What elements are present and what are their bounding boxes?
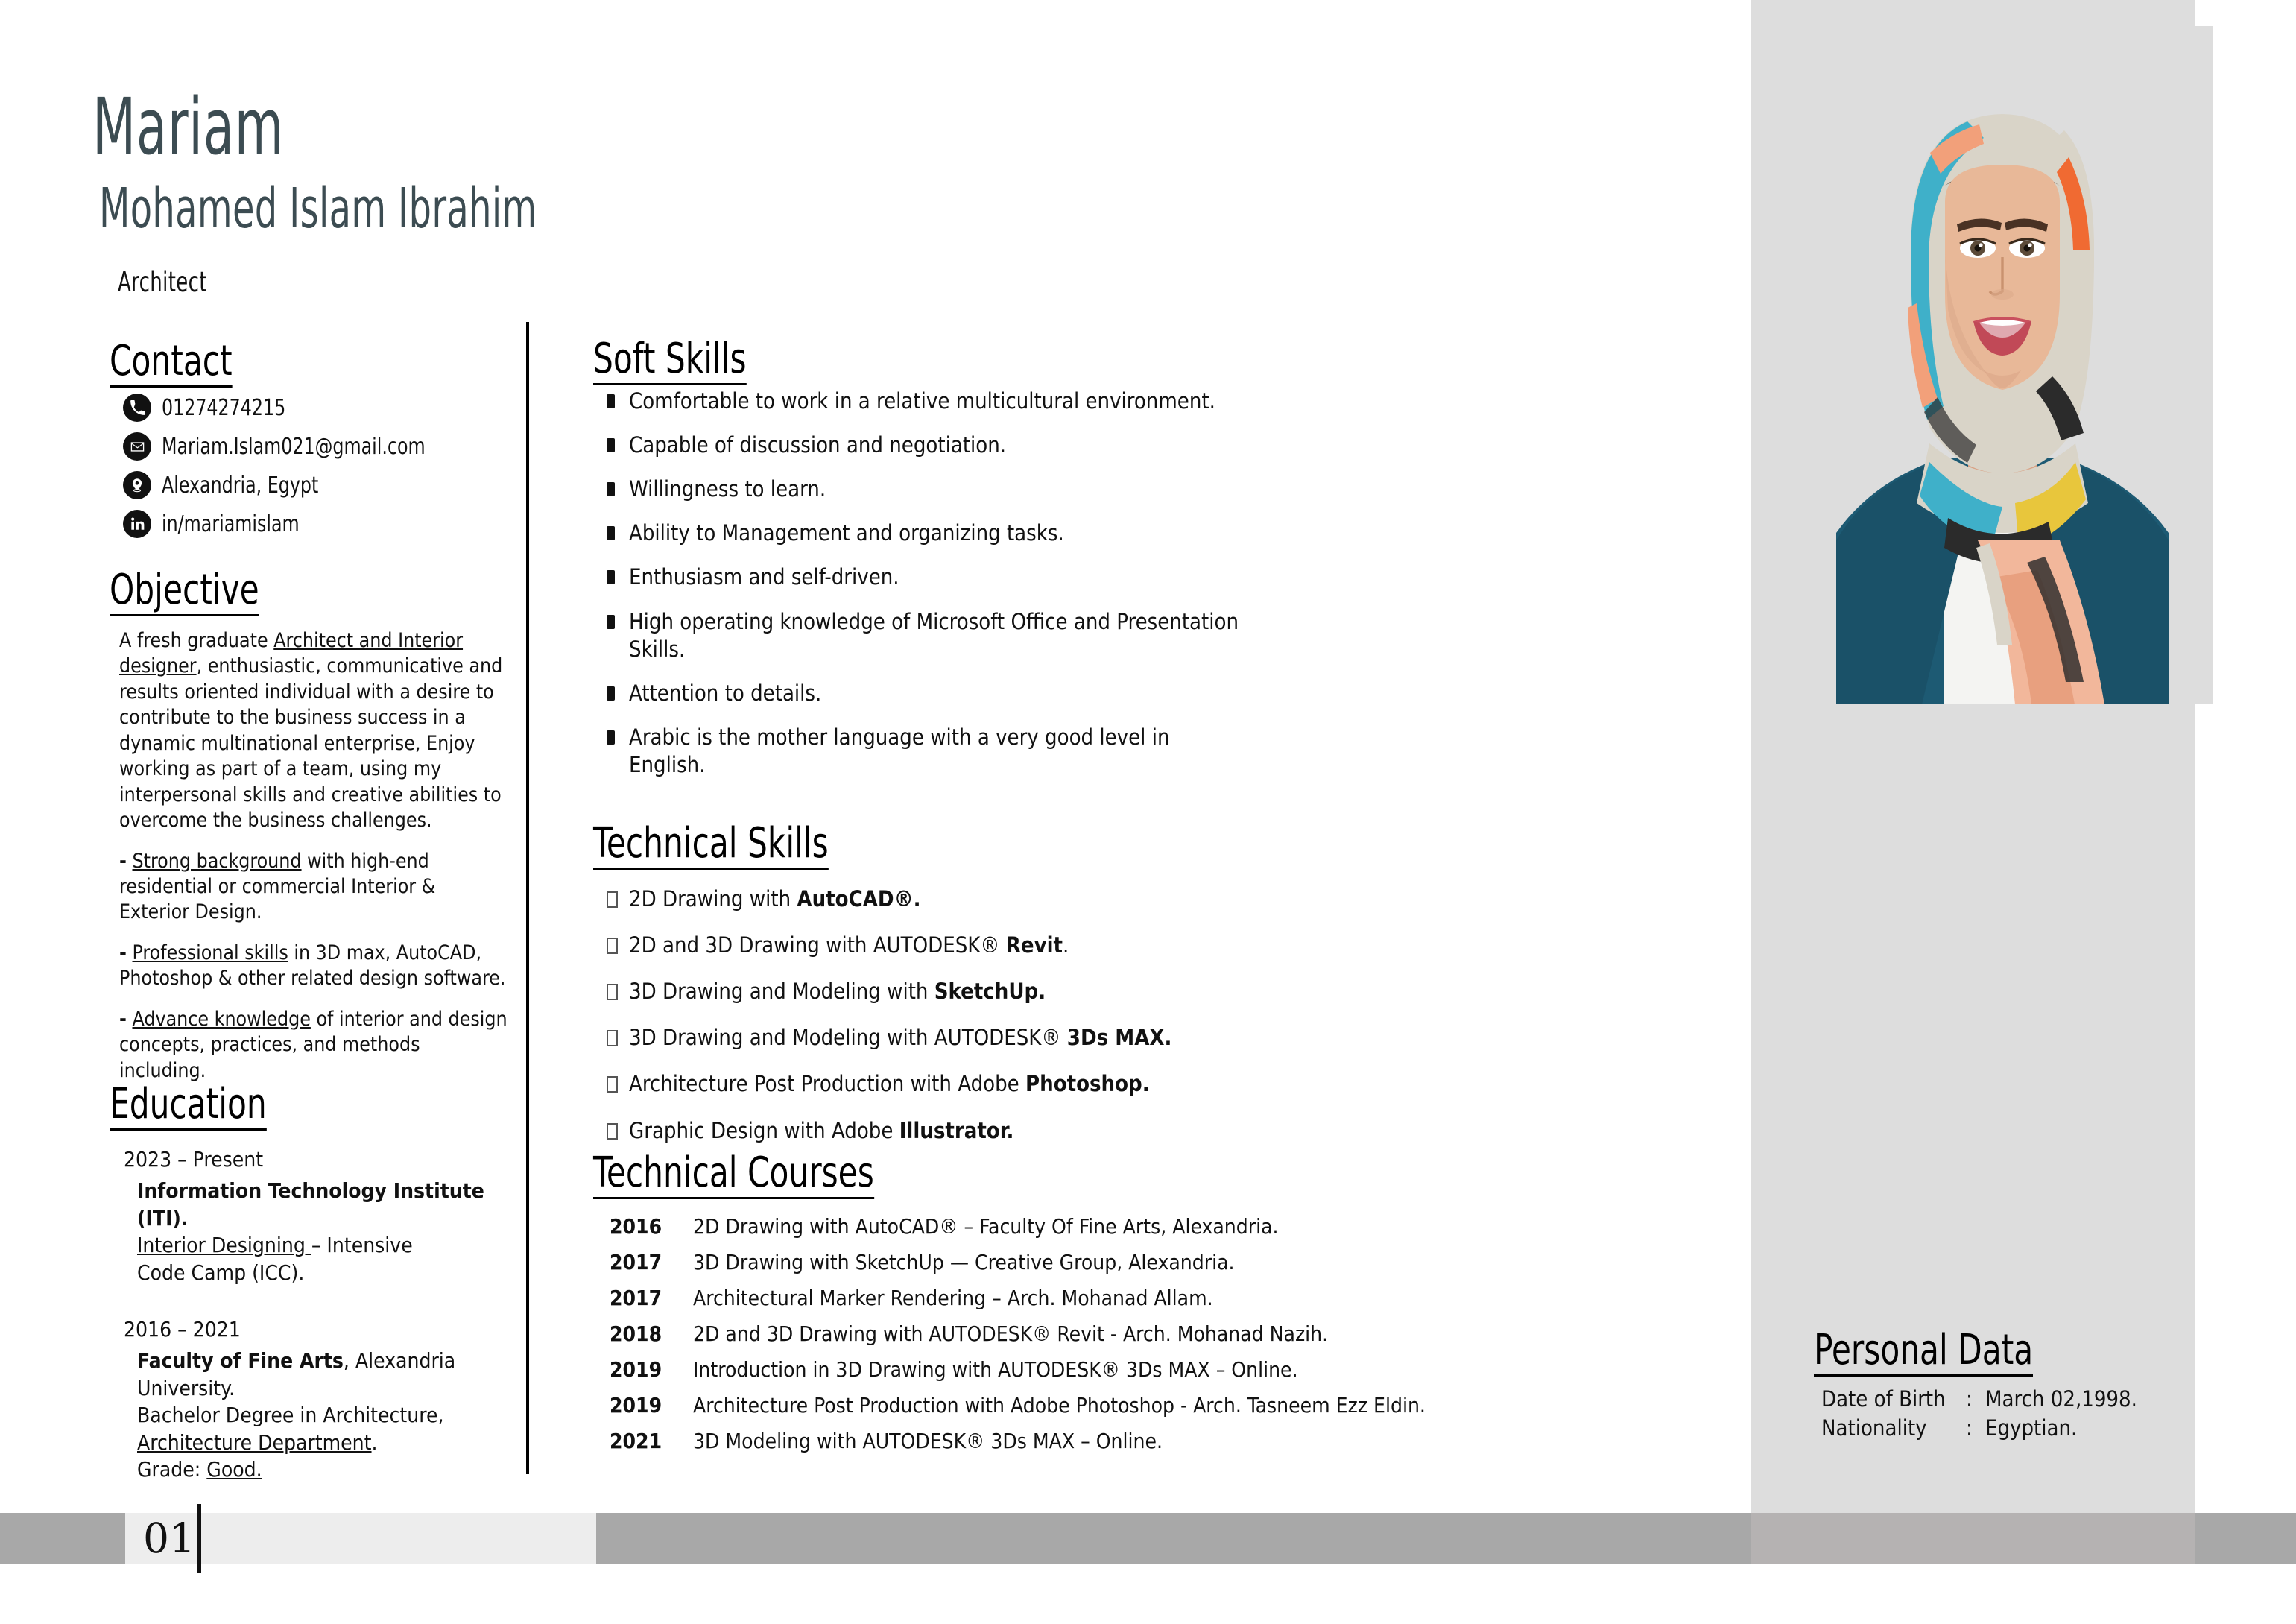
technical-courses-list xyxy=(610,1216,1578,1467)
contact-value-phone: 01274274215 xyxy=(162,394,286,421)
course-text: Introduction in 3D Drawing with AUTODESK® 3Ds MAX – Online. xyxy=(693,1357,1298,1382)
heading-underline xyxy=(593,1197,874,1199)
personal-data-key: Date of Birth xyxy=(1821,1386,1946,1412)
course-text: 3D Drawing with SketchUp — Creative Group, Alexandria. xyxy=(693,1250,1235,1274)
square-bullet-icon xyxy=(607,570,615,584)
section-heading-personal-data: Personal Data xyxy=(1814,1328,2033,1377)
square-bullet-icon xyxy=(607,686,615,701)
section-heading-objective: Objective xyxy=(110,568,259,616)
course-row xyxy=(610,1359,1578,1395)
soft-skill-item: Willingness to learn. xyxy=(602,475,1243,503)
section-heading-technical-skills: Technical Skills xyxy=(593,821,829,870)
linkedin-icon xyxy=(123,510,151,538)
square-bullet-icon xyxy=(607,615,615,629)
course-year: 2019 xyxy=(610,1357,662,1382)
course-row xyxy=(610,1431,1578,1467)
full-name-subtitle: Mohamed Islam Ibrahim xyxy=(99,177,537,241)
page-number-divider xyxy=(197,1504,201,1573)
footer-right-segment xyxy=(1751,1513,2195,1564)
contact-value-location: Alexandria, Egypt xyxy=(162,472,319,499)
soft-skill-item: Ability to Management and organizing tasks. xyxy=(602,519,1243,547)
footer-light-segment xyxy=(125,1513,596,1564)
square-bullet-icon xyxy=(607,730,615,745)
education-institution: Faculty of Fine Arts xyxy=(137,1348,344,1374)
personal-data-row xyxy=(1821,1414,2137,1443)
education-years: 2016 – 2021 xyxy=(124,1316,241,1342)
course-text: 3D Modeling with AUTODESK® 3Ds MAX – Online. xyxy=(693,1429,1163,1453)
page-title: Mariam xyxy=(92,81,285,172)
course-year: 2018 xyxy=(610,1321,662,1346)
education-institution: Information Technology Institute (ITI). xyxy=(137,1178,484,1230)
course-row xyxy=(610,1288,1578,1324)
course-year: 2017 xyxy=(610,1286,662,1310)
course-text: Architectural Marker Rendering – Arch. Mohanad Allam. xyxy=(693,1286,1213,1310)
objective-point: - Professional skills in 3D max, AutoCAD, Photoshop & other related design software. xyxy=(119,941,506,990)
soft-skill-item: High operating knowledge of Microsoft Office and Presentation Skills. xyxy=(602,608,1243,663)
personal-data-separator: : xyxy=(1966,1415,1973,1441)
personal-data-row xyxy=(1821,1385,2137,1414)
page-number: 01 xyxy=(143,1514,195,1562)
course-year: 2016 xyxy=(610,1214,662,1239)
technical-skill-item: 2D and 3D Drawing with AUTODESK® Revit. xyxy=(602,932,1273,959)
contact-list xyxy=(123,388,461,543)
education-entry xyxy=(119,1316,522,1483)
personal-data-value: March 02,1998. xyxy=(1985,1386,2137,1412)
box-bullet-icon xyxy=(607,891,618,908)
heading-underline xyxy=(1814,1374,2033,1377)
square-bullet-icon xyxy=(607,482,615,496)
course-row xyxy=(610,1252,1578,1288)
contact-value-linkedin: in/mariamislam xyxy=(162,511,300,537)
heading-underline xyxy=(110,614,259,616)
personal-data-separator: : xyxy=(1966,1386,1973,1412)
section-heading-education: Education xyxy=(110,1082,267,1131)
box-bullet-icon xyxy=(607,984,618,1000)
box-bullet-icon xyxy=(607,938,618,954)
soft-skill-item: Arabic is the mother language with a very good level in English. xyxy=(602,724,1243,779)
education-list xyxy=(119,1146,522,1483)
course-row xyxy=(610,1395,1578,1431)
contact-item-linkedin[interactable] xyxy=(123,505,461,543)
box-bullet-icon xyxy=(607,1076,618,1093)
course-text: Architecture Post Production with Adobe Photoshop - Arch. Tasneem Ezz Eldin. xyxy=(693,1393,1426,1418)
box-bullet-icon xyxy=(607,1030,618,1046)
personal-data-value: Egyptian. xyxy=(1985,1415,2078,1441)
email-icon xyxy=(123,432,151,461)
objective-body xyxy=(119,628,510,1084)
education-entry xyxy=(119,1146,522,1286)
square-bullet-icon xyxy=(607,438,615,452)
job-title: Architect xyxy=(118,266,207,298)
heading-underline xyxy=(593,383,747,385)
course-text: 2D and 3D Drawing with AUTODESK® Revit - Arch. Mohanad Nazih. xyxy=(693,1321,1329,1346)
section-heading-soft-skills: Soft Skills xyxy=(593,337,747,385)
box-bullet-icon xyxy=(607,1123,618,1140)
education-detail: Faculty of Fine Arts, Alexandria University. Bachelor Degree in Architecture, Architecture Department. Grade: Good. xyxy=(137,1348,456,1482)
course-year: 2021 xyxy=(610,1429,662,1453)
soft-skill-item: Comfortable to work in a relative multicultural environment. xyxy=(602,388,1243,415)
soft-skill-item: Enthusiasm and self-driven. xyxy=(602,563,1243,591)
education-years: 2023 – Present xyxy=(124,1147,264,1172)
technical-skill-item: 2D Drawing with AutoCAD®. xyxy=(602,885,1273,913)
location-pin-icon xyxy=(123,471,151,499)
personal-data-list xyxy=(1821,1385,2137,1444)
technical-skill-item: Graphic Design with Adobe Illustrator. xyxy=(602,1117,1273,1145)
objective-paragraph: A fresh graduate Architect and Interior designer, enthusiastic, communicative and results oriented individual with a desire to contribute to the business success in a dynamic multinational enterprise, Enjoy working as part of a team, using my interpersonal skills and creative abilities to overcome the business challenges. xyxy=(119,629,503,832)
objective-point: - Strong background with high-end residential or commercial Interior & Exterior Design. xyxy=(119,849,436,924)
contact-value-email: Mariam.Islam021@gmail.com xyxy=(162,433,426,460)
objective-point: - Advance knowledge of interior and design concepts, practices, and methods including. xyxy=(119,1007,507,1082)
soft-skill-item: Attention to details. xyxy=(602,680,1243,707)
contact-item-phone[interactable] xyxy=(123,388,461,427)
section-heading-contact: Contact xyxy=(110,339,233,388)
course-year: 2017 xyxy=(610,1250,662,1274)
technical-skill-item: 3D Drawing and Modeling with AUTODESK® 3Ds MAX. xyxy=(602,1024,1273,1052)
personal-data-key: Nationality xyxy=(1821,1415,1927,1441)
course-text: 2D Drawing with AutoCAD® – Faculty Of Fine Arts, Alexandria. xyxy=(693,1214,1279,1239)
portrait-photo xyxy=(1791,26,2213,704)
contact-item-location[interactable] xyxy=(123,466,461,505)
heading-underline xyxy=(593,868,829,870)
course-year: 2019 xyxy=(610,1393,662,1418)
phone-icon xyxy=(123,394,151,422)
square-bullet-icon xyxy=(607,394,615,408)
heading-underline xyxy=(110,385,233,388)
contact-item-email[interactable] xyxy=(123,427,461,466)
section-heading-technical-courses: Technical Courses xyxy=(593,1151,874,1199)
education-detail: Information Technology Institute (ITI). Interior Designing – Intensive Code Camp (ICC). xyxy=(137,1178,484,1285)
technical-skills-list xyxy=(602,885,1273,1145)
soft-skill-item: Capable of discussion and negotiation. xyxy=(602,432,1243,459)
square-bullet-icon xyxy=(607,526,615,540)
soft-skills-list xyxy=(602,388,1243,779)
technical-skill-item: Architecture Post Production with Adobe Photoshop. xyxy=(602,1070,1273,1098)
heading-underline xyxy=(110,1128,267,1131)
technical-skill-item: 3D Drawing and Modeling with SketchUp. xyxy=(602,978,1273,1005)
column-divider xyxy=(526,322,529,1474)
course-row xyxy=(610,1321,1578,1359)
course-row xyxy=(610,1216,1578,1252)
